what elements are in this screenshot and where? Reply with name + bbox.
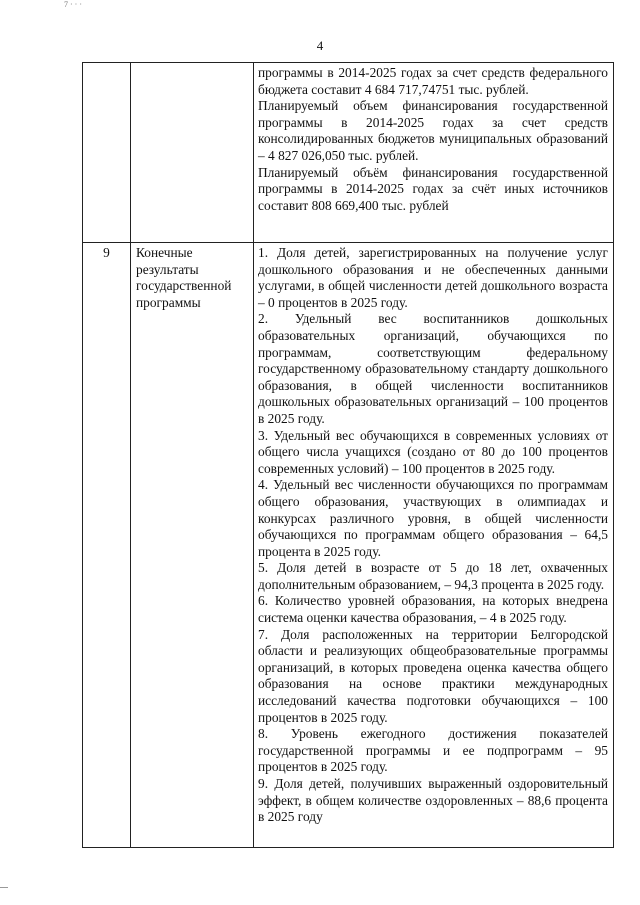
funding-federal-paragraph: программы в 2014-2025 годах за счет средств федерального бюджета составит 4 684 717,74751 тыс. рублей. xyxy=(258,65,608,97)
result-item: 4. Удельный вес численности обучающихся по программам общего образования, участвующих в олимпиадах и конкурсах различного уровня, в общей численности обучающихся по программам общего образования – 64,5 процента в 2025 году. xyxy=(258,477,608,559)
row-number-cell: 9 xyxy=(83,243,131,848)
row-label-cell xyxy=(131,63,254,243)
result-item: 7. Доля расположенных на территории Белгородской области и реализующих общеобразовательные программы организаций, в которых проведена оценка качества общего образования на основе практики международных исследований качества подготовки обучающихся – 100 процентов в 2025 году. xyxy=(258,626,608,725)
scan-corner-mark: 7 · · · xyxy=(64,0,82,9)
result-item: 9. Доля детей, получивших выраженный оздоровительный эффект, в общем количестве оздоровленных – 88,6 процента в 2025 году xyxy=(258,776,608,825)
result-item: 5. Доля детей в возрасте от 5 до 18 лет, охваченных дополнительным образованием, – 94,3 процента в 2025 году. xyxy=(258,560,608,592)
row-number-cell xyxy=(83,63,131,243)
result-item: 8. Уровень ежегодного достижения показателей государственной программы и ее подпрограмм – 95 процентов в 2025 году. xyxy=(258,726,608,775)
page-number: 4 xyxy=(316,38,324,53)
scan-edge-mark xyxy=(0,887,8,888)
funding-other-paragraph: Планируемый объём финансирования государственной программы в 2014-2025 годах за счёт иных источников составит 808 669,400 тыс. рублей xyxy=(258,164,608,213)
program-passport-table xyxy=(82,62,614,848)
table-row xyxy=(83,243,614,848)
result-item: 6. Количество уровней образования, на которых внедрена система оценки качества образования, – 4 в 2025 году. xyxy=(258,593,608,626)
result-item: 2. Удельный вес воспитанников дошкольных образовательных организаций, обучающихся по программам, соответствующим федеральному государственному образовательному стандарту дошкольного образования, в общей численности воспитанников дошкольных образовательных организаций – 100 процентов в 2025 году. xyxy=(258,311,608,426)
funding-municipal-paragraph: Планируемый объем финансирования государственной программы в 2014-2025 годах за счет средств консолидированных бюджетов муниципальных образований – 4 827 026,050 тыс. рублей. xyxy=(258,98,608,163)
table-row xyxy=(83,63,614,243)
result-item: 1. Доля детей, зарегистрированных на получение услуг дошкольного образования и не обеспеченных данными услугами, в общей численности детей дошкольного возраста – 0 процентов в 2025 году. xyxy=(258,245,608,310)
row-content-cell xyxy=(254,243,614,848)
row-label-cell: Конечные результаты государственной программы xyxy=(131,243,254,848)
result-item: 3. Удельный вес обучающихся в современных условиях от общего числа учащихся (создано от 80 до 100 процентов современных условий) – 100 процентов в 2025 году. xyxy=(258,427,608,476)
row-content-cell xyxy=(254,63,614,243)
